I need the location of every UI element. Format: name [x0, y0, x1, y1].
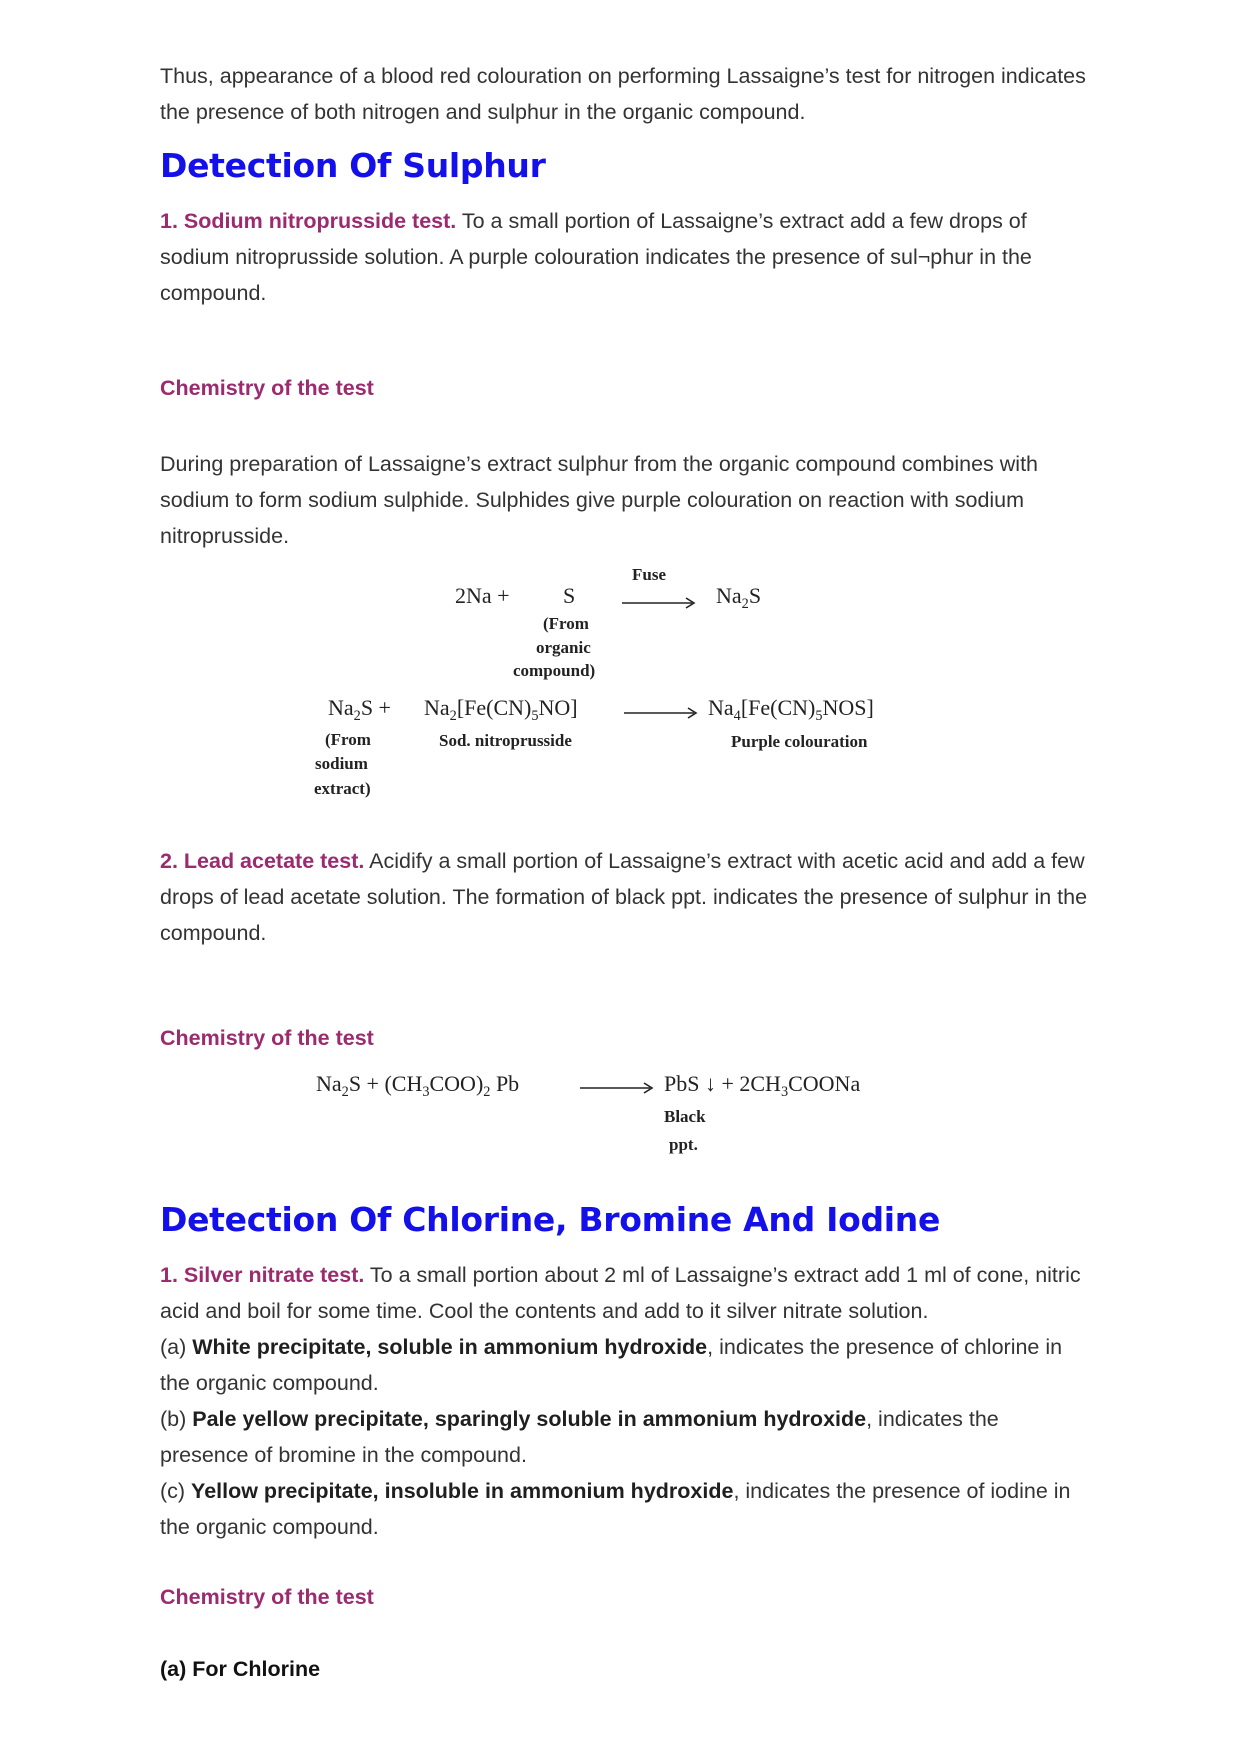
chlorine-subheading: (a) For Chlorine: [160, 1657, 321, 1681]
lead-acetate-text: Acidify a small portion of Lassaigne’s extract with acetic acid and add a few drops of lead acetate solution. The formation of black ppt. indicates the presence of sulphur in the compound.: [160, 849, 1088, 945]
eq3-l-sub3: 2: [483, 1084, 491, 1100]
chemistry-heading-2: Chemistry of the test: [160, 1026, 374, 1050]
silver-nitrate-text: To a small portion about 2 ml of Lassaigne’s extract add 1 ml of cone, nitric acid and boil for some time. Cool the contents and add to it silver nitrate solution.: [160, 1263, 1081, 1323]
item-c-prefix: (c): [160, 1479, 192, 1503]
item-c-bold: Yellow precipitate, insoluble in ammonium hydroxide: [191, 1479, 734, 1503]
eq2-note3: Purple colouration: [731, 732, 868, 751]
eq3-l-a: Na: [316, 1071, 342, 1096]
silver-nitrate-label: 1. Silver nitrate test.: [160, 1263, 365, 1287]
eq1-arrow-icon: [622, 597, 698, 609]
eq3-r-a: PbS ↓ + 2CH: [664, 1071, 781, 1096]
eq2-p-sub2: 5: [815, 708, 823, 724]
eq2-p-b: [Fe(CN): [740, 695, 816, 720]
item-b-bold: Pale yellow precipitate, sparingly soluble in ammonium hydroxide: [192, 1407, 867, 1431]
eq3-l-b: S + (CH: [348, 1071, 423, 1096]
eq1-product-a: Na: [716, 583, 742, 608]
eq2-note1-line1: (From: [325, 730, 371, 749]
eq3-reactants: [316, 1071, 519, 1101]
eq3-products: [664, 1071, 860, 1101]
intro-paragraph: Thus, appearance of a blood red colouration on performing Lassaigne’s test for nitrogen indicates the presence of both nitrogen and sulphur in the organic compound.: [160, 64, 1086, 124]
eq1-product-sub: 2: [741, 596, 749, 612]
eq2-r2-c: NO]: [538, 695, 578, 720]
eq2-r2-sub1: 2: [449, 708, 457, 724]
item-a-rest: , indicates the presence of chlorine in the organic compound.: [160, 1335, 1063, 1395]
eq1-note-1: (From: [543, 614, 589, 633]
sodium-nitroprusside-text: To a small portion of Lassaigne’s extract add a few drops of sodium nitroprusside solution. A purple colouration indicates the presence of sul¬phur in the compound.: [160, 209, 1032, 305]
heading-detection-of-halogens: Detection Of Chlorine, Bromine And Iodine: [160, 1200, 941, 1239]
eq3-l-c: COO): [429, 1071, 484, 1096]
eq2-product: [708, 695, 874, 725]
eq2-r1-sub: 2: [353, 708, 361, 724]
eq2-r1-a: Na: [328, 695, 354, 720]
lead-acetate-paragraph: [160, 843, 1090, 951]
eq3-r-sub: 3: [780, 1084, 789, 1100]
halogen-item-a: [160, 1329, 1090, 1401]
eq3-note-1: Black: [664, 1107, 706, 1126]
eq1-reactants: [455, 583, 510, 609]
item-b-prefix: (b): [160, 1407, 193, 1431]
lead-acetate-label: 2. Lead acetate test.: [160, 849, 365, 873]
sodium-nitroprusside-label: 1. Sodium nitroprusside test.: [160, 209, 457, 233]
chemistry-paragraph-1: During preparation of Lassaigne’s extract sulphur from the organic compound combines with sodium to form sodium sulphide. Sulphides give purple colouration on reaction with sodium nitroprusside.: [160, 452, 1038, 548]
eq1-product: [716, 583, 761, 613]
eq2-reactant-1: [328, 695, 391, 725]
eq3-arrow-icon: [580, 1082, 656, 1094]
silver-nitrate-block: [160, 1257, 1090, 1545]
eq2-reactant-2: [424, 695, 578, 725]
item-a-bold: White precipitate, soluble in ammonium hydroxide: [192, 1335, 708, 1359]
eq3-l-sub1: 2: [341, 1084, 349, 1100]
eq2-r1-b: S +: [360, 695, 391, 720]
eq2-r2-a: Na: [424, 695, 450, 720]
item-a-prefix: (a): [160, 1335, 193, 1359]
eq1-note-3: compound): [513, 661, 596, 680]
halogen-item-b: [160, 1401, 1090, 1473]
eq3-r-b: COONa: [788, 1071, 861, 1096]
eq1-sulphur: S: [563, 583, 576, 608]
halogen-item-c: [160, 1473, 1090, 1545]
item-c-rest: , indicates the presence of iodine in the organic compound.: [160, 1479, 1071, 1539]
eq1-note-2: organic: [536, 638, 591, 657]
chemistry-heading-1: Chemistry of the test: [160, 376, 374, 400]
eq1-product-b: S: [748, 583, 762, 608]
eq2-note2: Sod. nitroprusside: [439, 731, 572, 750]
eq3-l-sub2: 3: [422, 1084, 430, 1100]
eq2-r2-sub2: 5: [531, 708, 539, 724]
eq1-condition: Fuse: [632, 565, 666, 584]
chemistry-heading-3: Chemistry of the test: [160, 1585, 374, 1609]
heading-detection-of-sulphur: Detection Of Sulphur: [160, 146, 546, 185]
eq2-note1-line2: sodium: [315, 754, 368, 773]
eq2-arrow-icon: [624, 707, 700, 719]
eq3-note-2: ppt.: [669, 1135, 698, 1154]
eq2-note1-line3: extract): [314, 779, 371, 798]
eq2-p-c: NOS]: [822, 695, 874, 720]
eq2-p-a: Na: [708, 695, 734, 720]
sodium-nitroprusside-paragraph: [160, 203, 1090, 311]
eq2-p-sub1: 4: [733, 708, 741, 724]
eq1-lhs: 2Na +: [455, 583, 510, 608]
eq3-l-d: Pb: [490, 1071, 520, 1096]
eq2-r2-b: [Fe(CN): [456, 695, 532, 720]
silver-nitrate-paragraph: [160, 1257, 1090, 1329]
item-b-rest: , indicates the presence of bromine in the compound.: [160, 1407, 999, 1467]
